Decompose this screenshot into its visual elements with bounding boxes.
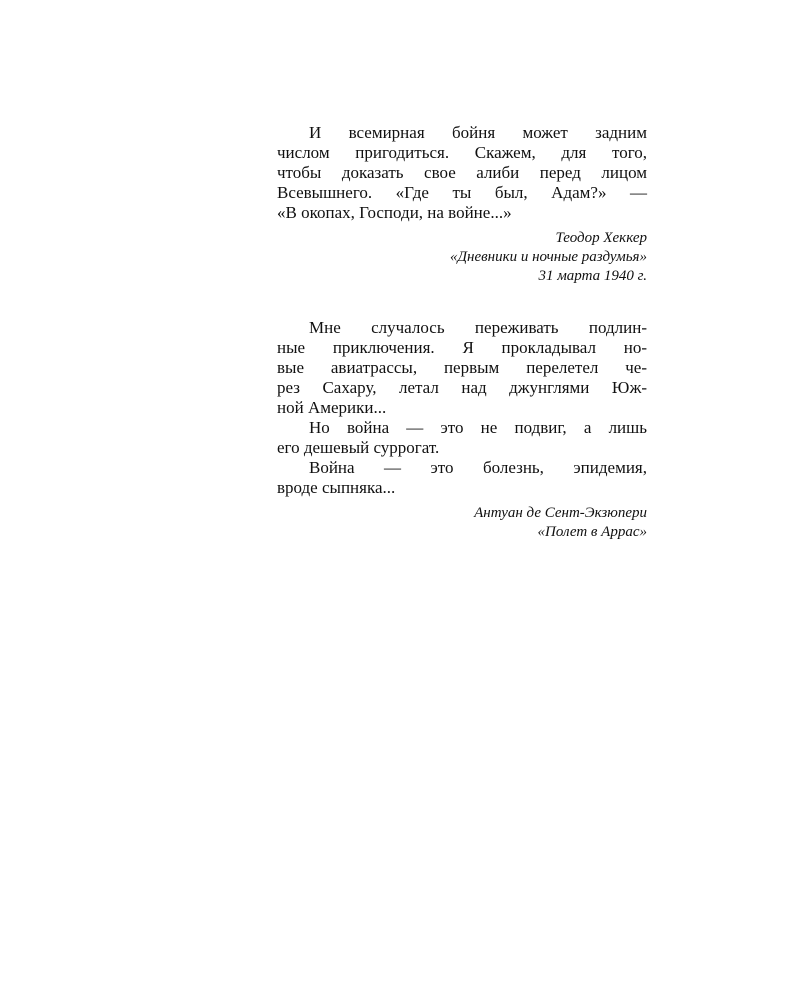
epigraph-attribution (277, 229, 647, 286)
quote-line: рез Сахару, летал над джунглями Юж- (277, 378, 647, 397)
epigraph-quote (277, 318, 647, 498)
epigraph-quote (277, 123, 647, 223)
quote-line: его дешевый суррогат. (277, 438, 440, 457)
quote-line: вроде сыпняка... (277, 478, 396, 497)
attribution-source: «Полет в Аррас» (537, 524, 647, 540)
epigraph-attribution (277, 504, 647, 542)
quote-line: Мне случалось переживать подлин- (309, 318, 647, 337)
quote-line: ные приключения. Я прокладывал но- (277, 338, 647, 357)
quote-line: «В окопах, Господи, на войне...» (277, 203, 512, 222)
quote-line: числом пригодиться. Скажем, для того, (277, 143, 647, 162)
quote-line: чтобы доказать свое алиби перед лицом (277, 163, 647, 182)
attribution-date: 31 марта 1940 г. (538, 268, 647, 284)
quote-line: И всемирная бойня может задним (309, 123, 647, 142)
quote-line: Всевышнего. «Где ты был, Адам?» — (277, 183, 647, 202)
quote-line: ной Америки... (277, 398, 387, 417)
quote-line: Но война — это не подвиг, а лишь (309, 418, 647, 437)
attribution-source: «Дневники и ночные раздумья» (449, 249, 647, 265)
quote-line: Война — это болезнь, эпидемия, (309, 458, 647, 477)
attribution-author: Теодор Хеккер (555, 230, 647, 246)
epigraph-saint-exupery (277, 318, 647, 542)
attribution-author: Антуан де Сент-Экзюпери (474, 505, 647, 521)
quote-line: вые авиатрассы, первым перелетел че- (277, 358, 647, 377)
epigraph-hecker (277, 123, 647, 286)
